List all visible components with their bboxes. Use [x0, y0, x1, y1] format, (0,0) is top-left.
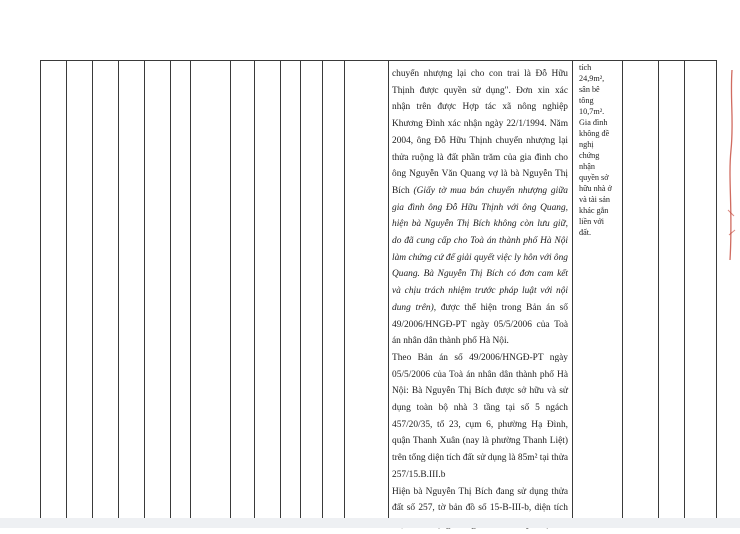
text-run: chuyển nhượng lại cho con trai là Đỗ Hữu Thịnh được quyền sử dụng". Đơn xin xác nhận trên được Hợp tác xã nông nghiệp Khương Đình xác nhận ngày 22/1/1994. Năm 2004, ông Đỗ Hữu Thịnh chuyển nhượng lại thửa ruộng là đất phần trăm của gia đình cho ông Nguyễn Văn Quang vợ là bà Nguyễn Thị Bích: [392, 69, 568, 196]
column-border-10: [300, 60, 301, 518]
text-run: Theo Bản án số 49/2006/HNGĐ-PT ngày 05/5/2006 của Toà án nhân dân thành phố Hà Nội: Bà Nguyễn Thị Bích được sở hữu và sử dụng toàn bộ nhà 3 tầng tại số 5 ngách 457/20/35, tổ 23, cụm 6, phường Hạ Đình, quận Thanh Xuân (nay là phường Thanh Liệt) trên tổng diện tích đất sử dụng là 85m² tại thửa 257/15.B.III.b: [392, 352, 568, 480]
column-border-16: [658, 60, 659, 518]
margin-stamp-mark: [724, 60, 738, 280]
text-run: Hiện bà Nguyễn Thị Bích đang sử dụng thửa đất số 257, tờ bản đồ số 15-B-III-b, diện tích: [392, 486, 568, 514]
notes-line: và tài sản: [579, 195, 610, 204]
notes-line: 10,7m².: [579, 107, 605, 116]
notes-line: tích: [579, 63, 592, 72]
column-border-7: [230, 60, 231, 518]
notes-line: khác gắn: [579, 206, 609, 215]
notes-line: không đề: [579, 129, 610, 138]
notes-line: nhận: [579, 162, 595, 171]
notes-line: đất.: [579, 228, 592, 237]
description-paragraph: [392, 66, 568, 350]
column-border-12: [344, 60, 345, 518]
notes-line: hữu nhà ở: [579, 184, 612, 193]
column-border-9: [280, 60, 281, 518]
notes-line: sân bê: [579, 85, 600, 94]
column-border-14: [572, 60, 573, 518]
description-paragraph: [392, 350, 568, 484]
column-border-18: [716, 60, 717, 518]
column-border-11: [322, 60, 323, 518]
notes-line: chứng: [579, 151, 600, 160]
table-top-border: [40, 60, 716, 61]
notes-line: quyền sở: [579, 173, 609, 182]
column-border-13: [388, 60, 389, 518]
column-border-6: [190, 60, 191, 518]
column-border-2: [92, 60, 93, 518]
text-run: , được thể hiện trong Bản án số 49/2006/HNGĐ-PT ngày 05/5/2006 của Toà án nhân dân thành phố Hà Nội.: [392, 302, 568, 347]
column-border-3: [118, 60, 119, 518]
column-border-4: [144, 60, 145, 518]
notes-cell: [579, 62, 619, 238]
scan-bottom-edge: [0, 518, 740, 528]
notes-line: 24,9m²,: [579, 74, 605, 83]
description-cell: [392, 66, 568, 534]
notes-line: nghị: [579, 140, 594, 149]
column-border-8: [254, 60, 255, 518]
notes-line: Gia đình: [579, 118, 608, 127]
column-border-5: [170, 60, 171, 518]
text-run: (Giấy tờ mua bán chuyển nhượng giữa gia đình ông Đỗ Hữu Thịnh với ông Quang, hiện bà Nguyễn Thị Bích không còn lưu giữ, do đã cung cấp cho Toà án thành phố Hà Nội làm chứng cứ để giải quyết việc ly hôn với ông Quang. Bà Nguyễn Thị Bích có đơn cam kết và chịu trách nhiệm trước pháp luật với nội dung trên): [392, 185, 568, 313]
column-border-1: [66, 60, 67, 518]
notes-line: liền với: [579, 217, 605, 226]
notes-line: tông: [579, 96, 594, 105]
column-border-0: [40, 60, 41, 518]
column-border-15: [622, 60, 623, 518]
column-border-17: [684, 60, 685, 518]
